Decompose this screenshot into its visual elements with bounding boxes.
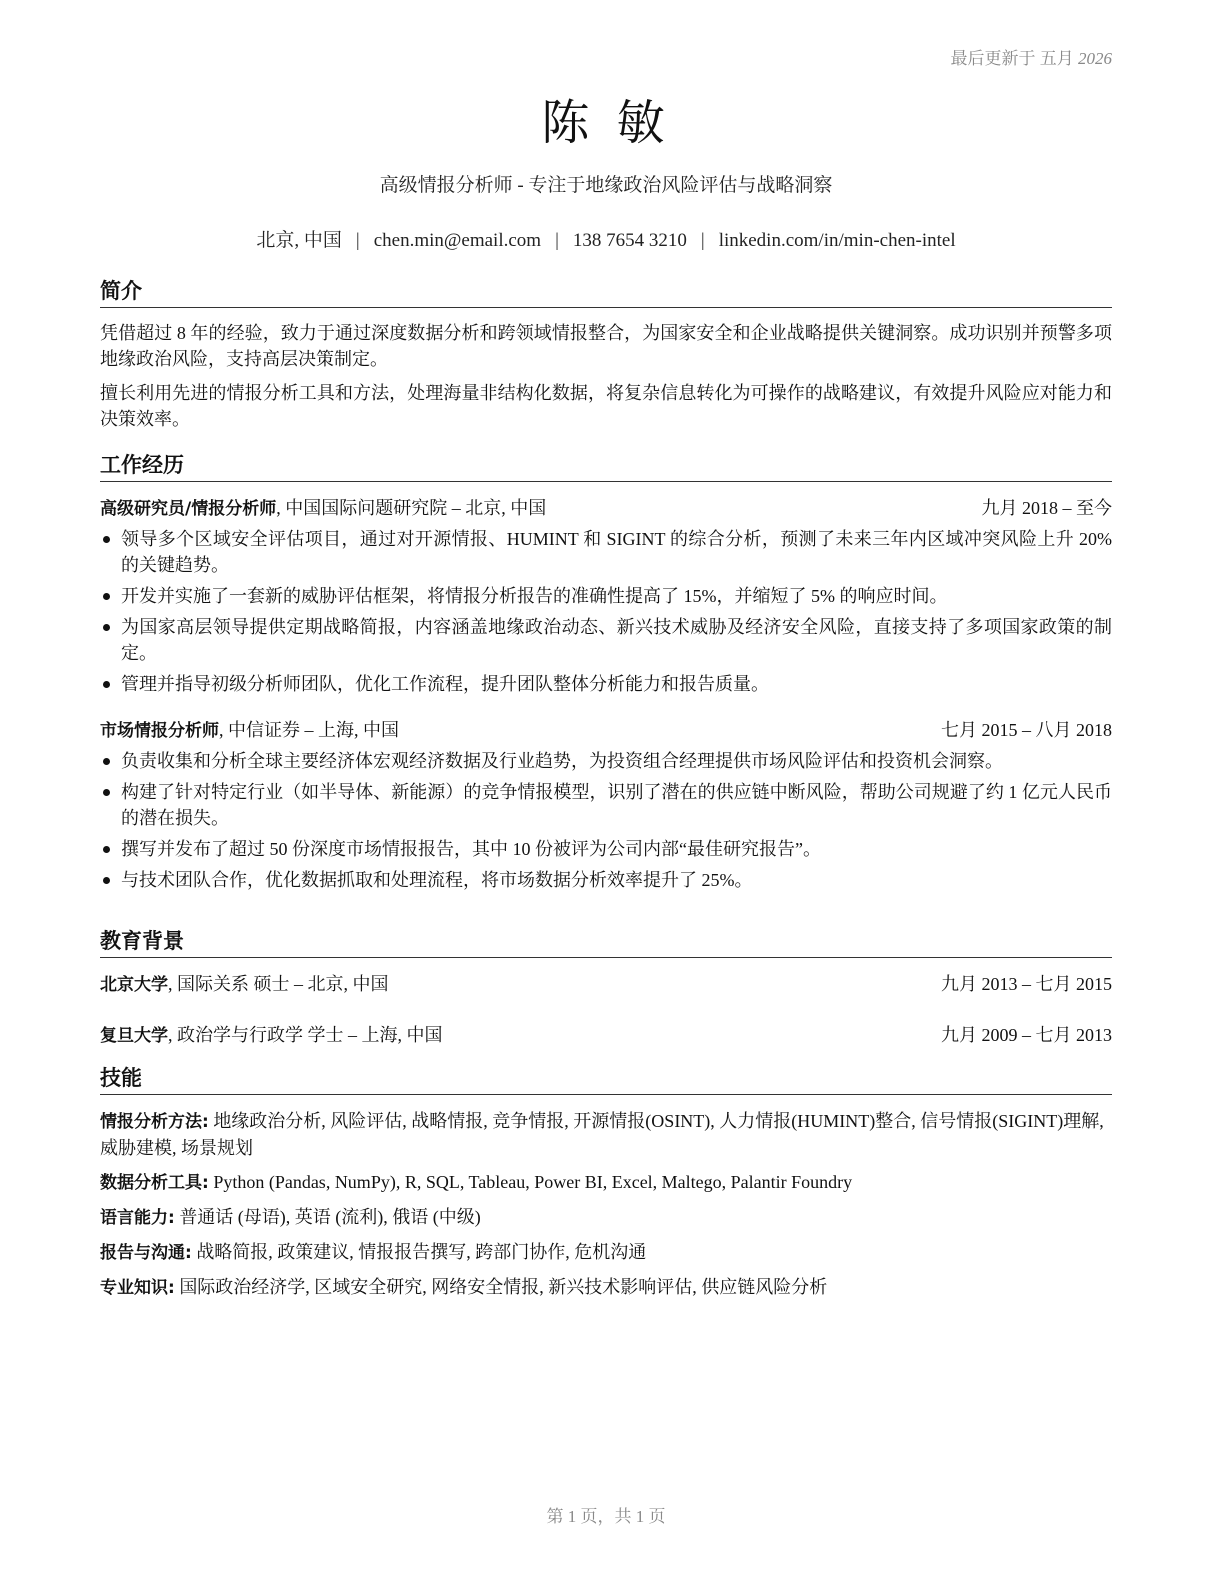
skill-value: 地缘政治分析, 风险评估, 战略情报, 竞争情报, 开源情报(OSINT), 人力情报(HUMINT)整合, 信号情报(SIGINT)理解, 威胁建模, 场景规划	[100, 1111, 1104, 1158]
skill-label: 专业知识:	[100, 1278, 175, 1298]
job-dates: 九月 2018 – 至今	[981, 498, 1112, 518]
bullet-item: 撰写并发布了超过 50 份深度市场情报报告，其中 10 份被评为公司内部“最佳研究报告”。	[100, 836, 1112, 862]
skill-row	[100, 1239, 1112, 1266]
page-number: 第 1 页，共 1 页	[546, 1507, 666, 1526]
contact-email[interactable]: chen.min@email.com	[373, 230, 542, 251]
job-dates: 七月 2015 – 八月 2018	[941, 720, 1112, 740]
skill-label: 情报分析方法:	[100, 1112, 209, 1132]
skill-value: 普通话 (母语), 英语 (流利), 俄语 (中级)	[174, 1207, 481, 1227]
job-bullets	[100, 526, 1112, 697]
job-org: , 中信证券 – 上海, 中国	[219, 720, 399, 740]
bullet-item: 与技术团队合作，优化数据抓取和处理流程，将市场数据分析效率提升了 25%。	[100, 867, 1112, 893]
contact-line	[100, 225, 1112, 252]
section-title: 技能	[100, 1064, 1112, 1095]
job-header	[100, 717, 1112, 744]
skills-section	[100, 1064, 1112, 1301]
contact-linkedin[interactable]: linkedin.com/in/min-chen-intel	[718, 230, 956, 251]
job-entry	[100, 717, 1112, 893]
section-title: 工作经历	[100, 451, 1112, 482]
contact-separator: |	[700, 230, 705, 251]
education-dates: 九月 2009 – 七月 2013	[941, 1025, 1112, 1045]
last-updated-year: 2026	[1078, 49, 1112, 68]
bullet-item: 为国家高层领导提供定期战略简报，内容涵盖地缘政治动态、新兴技术威胁及经济安全风险，直接支持了多项国家政策的制定。	[100, 614, 1112, 666]
education-section	[100, 927, 1112, 1049]
degree-detail: , 政治学与行政学 学士 – 上海, 中国	[168, 1025, 443, 1045]
contact-separator: |	[555, 230, 559, 251]
skill-label: 数据分析工具:	[100, 1173, 209, 1193]
education-dates: 九月 2013 – 七月 2015	[941, 974, 1112, 994]
contact-separator: |	[355, 230, 360, 251]
skill-label: 语言能力:	[100, 1208, 175, 1228]
skill-value: 战略简报, 政策建议, 情报报告撰写, 跨部门协作, 危机沟通	[191, 1242, 647, 1262]
education-entry	[100, 1022, 1112, 1049]
job-header	[100, 495, 1112, 522]
last-updated-label: 最后更新于 五月	[950, 49, 1074, 68]
education-entry	[100, 971, 1112, 998]
section-title: 教育背景	[100, 927, 1112, 958]
skill-row	[100, 1108, 1112, 1161]
skill-row	[100, 1274, 1112, 1301]
summary-section	[100, 277, 1112, 432]
bullet-item: 管理并指导初级分析师团队，优化工作流程，提升团队整体分析能力和报告质量。	[100, 671, 1112, 697]
candidate-name: 陈 敏	[541, 95, 671, 151]
skill-value: Python (Pandas, NumPy), R, SQL, Tableau, Power BI, Excel, Maltego, Palantir Foundry	[208, 1172, 853, 1192]
school-name: 北京大学	[100, 975, 168, 995]
skill-row	[100, 1169, 1112, 1196]
summary-paragraph: 凭借超过 8 年的经验，致力于通过深度数据分析和跨领域情报整合，为国家安全和企业战略提供关键洞察。成功识别并预警多项地缘政治风险，支持高层决策制定。	[100, 323, 1112, 369]
bullet-item: 领导多个区域安全评估项目，通过对开源情报、HUMINT 和 SIGINT 的综合分析，预测了未来三年内区域冲突风险上升 20% 的关键趋势。	[100, 526, 1112, 578]
degree-detail: , 国际关系 硕士 – 北京, 中国	[168, 974, 389, 994]
summary-paragraph: 擅长利用先进的情报分析工具和方法，处理海量非结构化数据，将复杂信息转化为可操作的战略建议，有效提升风险应对能力和决策效率。	[100, 383, 1112, 429]
school-name: 复旦大学	[100, 1026, 168, 1046]
job-role: 高级研究员/情报分析师	[100, 499, 277, 519]
job-role: 市场情报分析师	[100, 721, 219, 741]
bullet-item: 负责收集和分析全球主要经济体宏观经济数据及行业趋势，为投资组合经理提供市场风险评估和投资机会洞察。	[100, 748, 1112, 774]
bullet-item: 开发并实施了一套新的威胁评估框架，将情报分析报告的准确性提高了 15%，并缩短了 5% 的响应时间。	[100, 583, 1112, 609]
section-title: 简介	[100, 277, 1112, 308]
experience-section	[100, 451, 1112, 893]
job-bullets	[100, 748, 1112, 893]
contact-location: 北京, 中国	[256, 230, 342, 251]
job-org: , 中国国际问题研究院 – 北京, 中国	[276, 498, 547, 518]
resume-page	[100, 0, 1112, 1584]
last-updated	[951, 44, 1113, 69]
skill-row	[100, 1204, 1112, 1231]
tagline: 高级情报分析师 - 专注于地缘政治风险评估与战略洞察	[379, 175, 833, 196]
skill-label: 报告与沟通:	[100, 1243, 192, 1263]
job-entry	[100, 495, 1112, 697]
skill-value: 国际政治经济学, 区域安全研究, 网络安全情报, 新兴技术影响评估, 供应链风险分析	[174, 1277, 828, 1297]
bullet-item: 构建了针对特定行业（如半导体、新能源）的竞争情报模型，识别了潜在的供应链中断风险，帮助公司规避了约 1 亿元人民币的潜在损失。	[100, 779, 1112, 831]
contact-phone[interactable]: 138 7654 3210	[572, 230, 687, 251]
